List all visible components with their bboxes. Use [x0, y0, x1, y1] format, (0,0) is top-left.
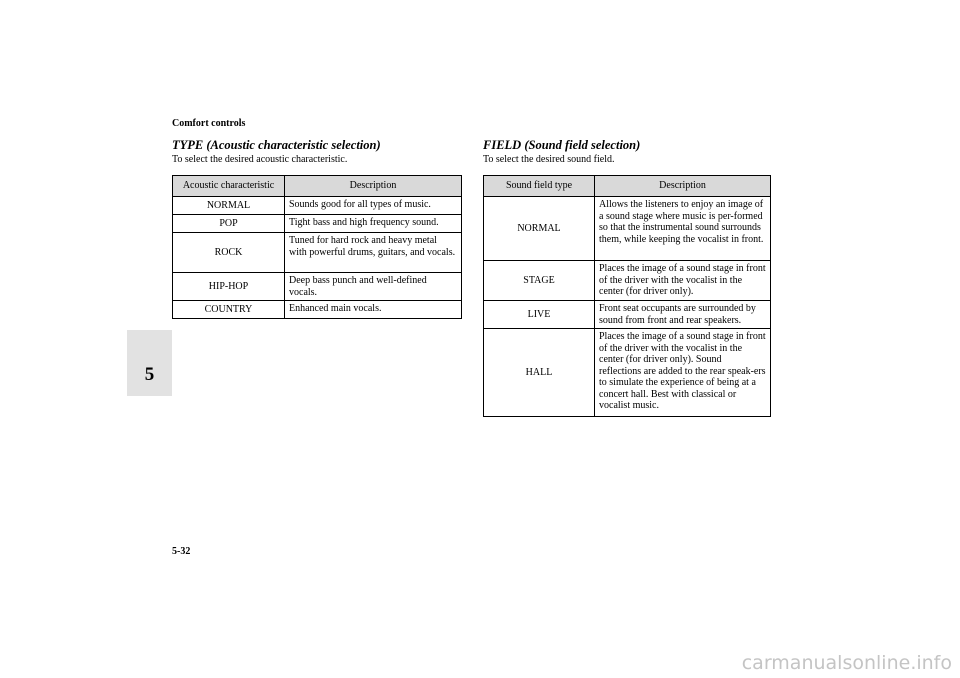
column-header: Description — [285, 176, 462, 197]
table-row — [484, 197, 771, 261]
table-cell: HIP-HOP — [173, 273, 285, 301]
table-row — [484, 261, 771, 301]
page-number: 5-32 — [172, 546, 191, 557]
table-cell: POP — [173, 215, 285, 233]
table-row — [484, 329, 771, 417]
table-cell: LIVE — [484, 301, 595, 329]
column-header: Sound field type — [484, 176, 595, 197]
table-cell: STAGE — [484, 261, 595, 301]
watermark: carmanualsonline.info — [741, 652, 952, 674]
chapter-number: 5 — [144, 364, 155, 385]
table-cell: Enhanced main vocals. — [285, 301, 462, 319]
table-cell: NORMAL — [484, 197, 595, 261]
table-cell: Tuned for hard rock and heavy metal with powerful drums, guitars, and vocals. — [285, 233, 462, 273]
table-cell: COUNTRY — [173, 301, 285, 319]
table-row — [173, 301, 462, 319]
table-row — [484, 301, 771, 329]
table-cell: ROCK — [173, 233, 285, 273]
field-section — [483, 138, 773, 411]
running-header: Comfort controls — [172, 118, 246, 129]
chapter-tab — [127, 330, 172, 396]
table-cell: NORMAL — [173, 197, 285, 215]
table-row — [173, 233, 462, 273]
table-cell: Deep bass punch and well-defined vocals. — [285, 273, 462, 301]
table-row — [173, 215, 462, 233]
table-row — [173, 197, 462, 215]
table-cell: HALL — [484, 329, 595, 417]
column-header: Description — [595, 176, 771, 197]
column-header: Acoustic characteristic — [173, 176, 285, 197]
table-cell: Front seat occupants are surrounded by sound from front and rear speakers. — [595, 301, 771, 329]
table-cell: Tight bass and high frequency sound. — [285, 215, 462, 233]
table-cell: Allows the listeners to enjoy an image of a sound stage where music is per-formed so that the instrumental sound surrounds them, while keeping the vocalist in front. — [595, 197, 771, 261]
type-section-description: To select the desired acoustic characteristic. — [172, 154, 348, 165]
field-section-description: To select the desired sound field. — [483, 154, 615, 165]
table-cell: Places the image of a sound stage in front of the driver with the vocalist in the center (for driver only). — [595, 261, 771, 301]
table-cell: Places the image of a sound stage in front of the driver with the vocalist in the center (for driver only). Sound reflections are added to the rear speak-ers to simulate the experience of being at a concert hall. Best with classical or vocalist music. — [595, 329, 771, 417]
field-section-title: FIELD (Sound field selection) — [483, 138, 641, 152]
type-section — [172, 138, 462, 315]
table-row — [173, 273, 462, 301]
acoustic-characteristic-table — [172, 175, 462, 319]
type-section-title: TYPE (Acoustic characteristic selection) — [172, 138, 381, 152]
sound-field-table — [483, 175, 771, 417]
table-cell: Sounds good for all types of music. — [285, 197, 462, 215]
